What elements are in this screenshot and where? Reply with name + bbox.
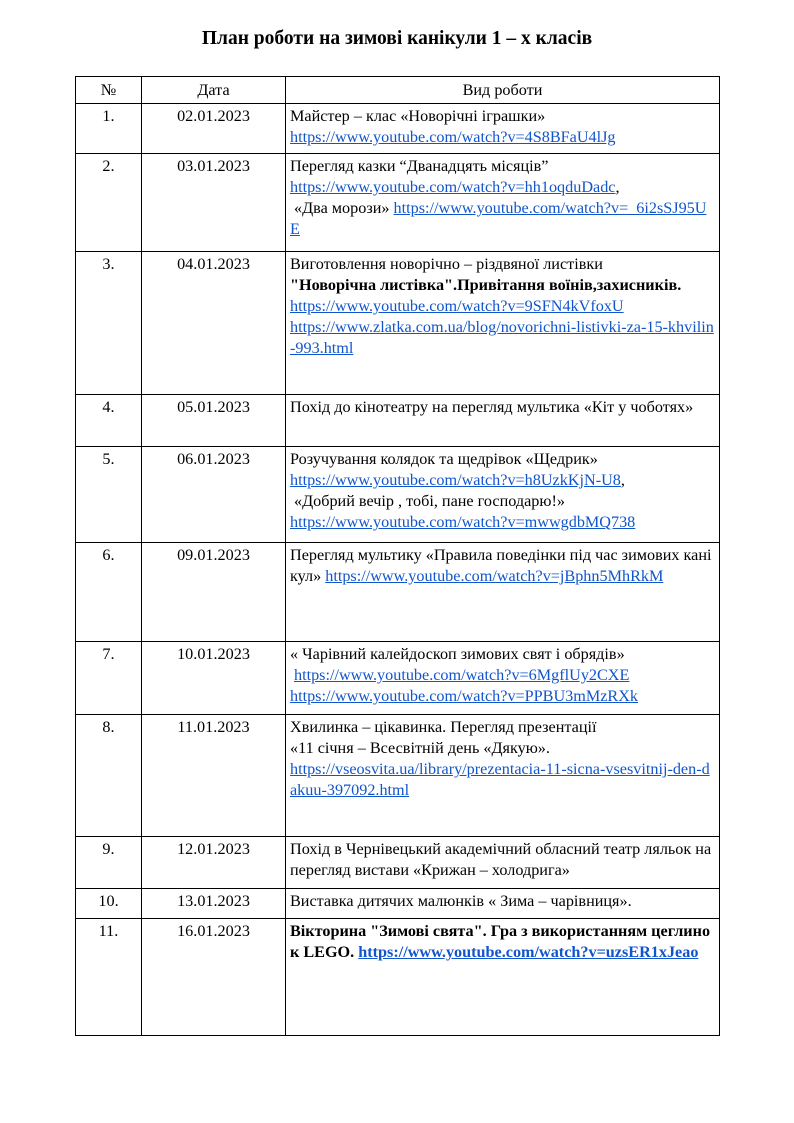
video-link[interactable]: https://www.youtube.com/watch?v=9SFN4kVfoxU [290, 297, 624, 315]
work-text: «11 січня – Всесвітній день «Дякую». [290, 739, 550, 757]
row-number: 9. [76, 837, 142, 889]
header-number: № [76, 77, 142, 104]
row-work [286, 889, 720, 919]
page-title: План роботи на зимові канікули 1 – х класів [201, 28, 593, 49]
work-text: Розучування колядок та щедрівок «Щедрик» [290, 450, 598, 468]
row-date: 03.01.2023 [142, 154, 286, 252]
row-number: 1. [76, 104, 142, 154]
article-link[interactable]: https://www.zlatka.com.ua/blog/novorichni-listivki-za-15-khvilin-993.html [290, 318, 714, 357]
table-header-row [76, 77, 720, 104]
video-link[interactable]: https://www.youtube.com/watch?v=PPBU3mMzRXk [290, 687, 638, 705]
table-row [76, 919, 720, 1036]
plan-table [75, 76, 720, 1036]
row-date: 16.01.2023 [142, 919, 286, 1036]
work-text: Виставка дитячих малюнків « Зима – чарівниця». [290, 892, 632, 910]
table-row [76, 154, 720, 252]
video-link[interactable]: https://www.youtube.com/watch?v=jBphn5MhRkM [325, 567, 664, 585]
row-date: 10.01.2023 [142, 642, 286, 715]
video-link[interactable]: https://www.youtube.com/watch?v=4S8BFaU4lJg [290, 128, 616, 146]
table-row [76, 252, 720, 395]
table-row [76, 889, 720, 919]
table-row [76, 715, 720, 837]
work-text: «Два морози» [294, 199, 390, 217]
work-text: Виготовлення новорічно – різдвяної листівки [290, 255, 603, 273]
row-date: 06.01.2023 [142, 447, 286, 543]
header-date: Дата [142, 77, 286, 104]
presentation-link[interactable]: https://vseosvita.ua/library/prezentacia-11-sicna-vsesvitnij-den-dakuu-397092.html [290, 760, 710, 799]
work-text-bold: Вікторина "Зимові свята". Гра з використанням цеглинок LEGO. [290, 922, 711, 961]
row-number: 10. [76, 889, 142, 919]
table-row [76, 837, 720, 889]
row-number: 2. [76, 154, 142, 252]
table-row [76, 543, 720, 642]
row-work [286, 104, 720, 154]
video-link[interactable]: https://www.youtube.com/watch?v=hh1oqduDadc [290, 178, 616, 196]
row-number: 5. [76, 447, 142, 543]
row-date: 12.01.2023 [142, 837, 286, 889]
row-date: 09.01.2023 [142, 543, 286, 642]
video-link[interactable]: https://www.youtube.com/watch?v=h8UzkKjN-U8 [290, 471, 621, 489]
video-link[interactable]: https://www.youtube.com/watch?v=6MgflUy2CXE [294, 666, 630, 684]
table-row [76, 642, 720, 715]
row-work [286, 395, 720, 447]
row-work: Перегляд казки “Дванадцять місяців” https://www.youtube.com/watch?v=hh1oqduDadc, «Два морози» https://www.youtube.com/watch?v=_6i2sSJ95UE [286, 154, 720, 252]
video-link[interactable]: https://www.youtube.com/watch?v=mwwgdbMQ738 [290, 513, 636, 531]
work-text: « Чарівний калейдоскоп зимових свят і обрядів» [290, 645, 625, 663]
row-number: 7. [76, 642, 142, 715]
work-text: Хвилинка – цікавинка. Перегляд презентації [290, 718, 597, 736]
table-row [76, 395, 720, 447]
row-work [286, 919, 720, 1036]
work-text: Перегляд мультику «Правила поведінки під час зимових канікул» [290, 546, 712, 585]
table-row [76, 447, 720, 543]
row-work [286, 543, 720, 642]
row-date: 04.01.2023 [142, 252, 286, 395]
row-work: Розучування колядок та щедрівок «Щедрик» https://www.youtube.com/watch?v=h8UzkKjN-U8, «Добрий вечір , тобі, пане господарю!» https://www.youtube.com/watch?v=mwwgdbMQ738 [286, 447, 720, 543]
row-number: 3. [76, 252, 142, 395]
row-number: 8. [76, 715, 142, 837]
row-date: 11.01.2023 [142, 715, 286, 837]
video-link[interactable]: https://www.youtube.com/watch?v=_6i2sSJ95UE [290, 199, 707, 238]
video-link[interactable]: https://www.youtube.com/watch?v=uzsER1xJeao [358, 943, 699, 961]
row-date: 13.01.2023 [142, 889, 286, 919]
work-text: Похід до кінотеатру на перегляд мультика «Кіт у чоботях» [290, 398, 694, 416]
row-number: 6. [76, 543, 142, 642]
work-text-bold: "Новорічна листівка".Привітання воїнів,захисників. [290, 276, 682, 294]
row-number: 4. [76, 395, 142, 447]
work-text: «Добрий вечір , тобі, пане господарю!» [294, 492, 565, 510]
header-work-type: Вид роботи [286, 77, 720, 104]
row-number: 11. [76, 919, 142, 1036]
work-text: Майстер – клас «Новорічні іграшки» [290, 107, 546, 125]
work-text: Похід в Чернівецький академічний обласний театр ляльок на перегляд вистави «Крижан – холодрига» [290, 840, 712, 879]
row-work [286, 642, 720, 715]
work-text: Перегляд казки “Дванадцять місяців” [290, 157, 549, 175]
row-work [286, 252, 720, 395]
row-date: 02.01.2023 [142, 104, 286, 154]
table-row [76, 104, 720, 154]
row-work [286, 837, 720, 889]
row-date: 05.01.2023 [142, 395, 286, 447]
row-work [286, 715, 720, 837]
